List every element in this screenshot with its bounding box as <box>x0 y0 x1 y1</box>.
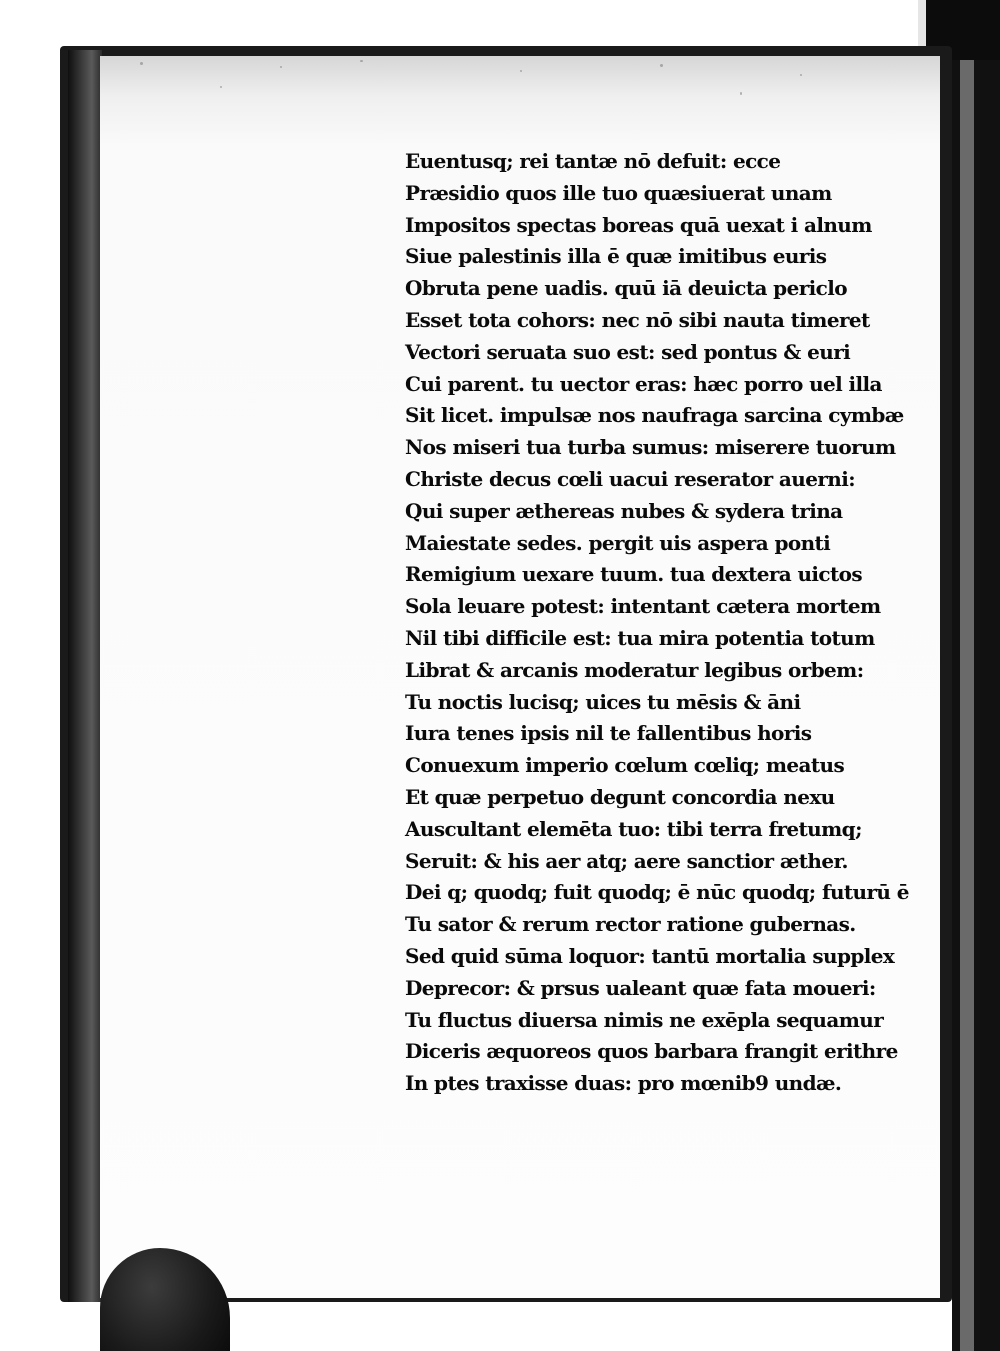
paper-speck <box>360 60 363 62</box>
paper-speck <box>740 92 742 95</box>
text-line: Nos miseri tua turba sumus: miserere tuorum <box>405 435 896 460</box>
text-line: Iura tenes ipsis nil te fallentibus horis <box>405 721 812 746</box>
text-line: Seruit: & his aer atq; aere sanctior æther. <box>405 848 848 873</box>
text-line: In ptes traxisse duas: pro mœnib9 undæ. <box>405 1071 842 1096</box>
text-line: Nil tibi difficile est: tua mira potentia totum <box>405 625 875 650</box>
text-line: Sit licet. impulsæ nos naufraga sarcina cymbæ <box>405 403 904 428</box>
paper-speck <box>660 64 663 67</box>
text-line: Impositos spectas boreas quā uexat i alnum <box>405 212 872 237</box>
paper-speck <box>800 74 802 76</box>
text-line: Esset tota cohors: nec nō sibi nauta timeret <box>405 307 870 332</box>
text-line: Tu fluctus diuersa nimis ne exēpla sequamur <box>405 1007 884 1032</box>
text-line: Sed quid sūma loquor: tantū mortalia supplex <box>405 943 895 968</box>
text-line: Auscultant elemēta tuo: tibi terra fretumq; <box>405 816 862 841</box>
page-edge-strip <box>960 60 974 1351</box>
text-line: Deprecor: & prsus ualeant quæ fata moueri: <box>405 975 876 1000</box>
text-line: Remigium uexare tuum. tua dextera uictos <box>405 562 863 587</box>
text-line: Obruta pene uadis. quū iā deuicta periclo <box>405 276 847 301</box>
book-spine <box>68 50 102 1302</box>
text-line: Siue palestinis illa ē quæ imitibus euris <box>405 244 827 269</box>
paper-speck <box>520 70 522 72</box>
text-line: Qui super æthereas nubes & sydera trina <box>405 498 843 523</box>
verse-text <box>405 146 920 1100</box>
text-line: Vectori seruata suo est: sed pontus & euri <box>405 339 851 364</box>
paper-speck <box>220 86 222 88</box>
text-line: Librat & arcanis moderatur legibus orbem: <box>405 657 864 682</box>
text-line: Et quæ perpetuo degunt concordia nexu <box>405 784 835 809</box>
text-line: Diceris æquoreos quos barbara frangit erithre <box>405 1039 898 1064</box>
text-line: Tu noctis lucisq; uices tu mēsis & āni <box>405 689 801 714</box>
text-line: Cui parent. tu uector eras: hæc porro uel illa <box>405 371 882 396</box>
book-right-edge <box>952 60 1000 1351</box>
text-line: Sola leuare potest: intentant cætera mortem <box>405 594 881 619</box>
text-line: Christe decus cœli uacui reserator auerni: <box>405 466 856 491</box>
text-line: Euentusq; rei tantæ nō defuit: ecce <box>405 149 781 173</box>
text-line: Præsidio quos ille tuo quæsiuerat unam <box>405 180 832 205</box>
text-line: Tu sator & rerum rector ratione gubernas. <box>405 912 856 937</box>
paper-speck <box>140 62 143 65</box>
text-line: Maiestate sedes. pergit uis aspera ponti <box>405 530 831 555</box>
paper-speck <box>280 66 282 68</box>
text-line: Conuexum imperio cœlum cœliq; meatus <box>405 753 845 778</box>
text-line: Dei q; quodq; fuit quodq; ē nūc quodq; futurū ē <box>405 880 909 905</box>
